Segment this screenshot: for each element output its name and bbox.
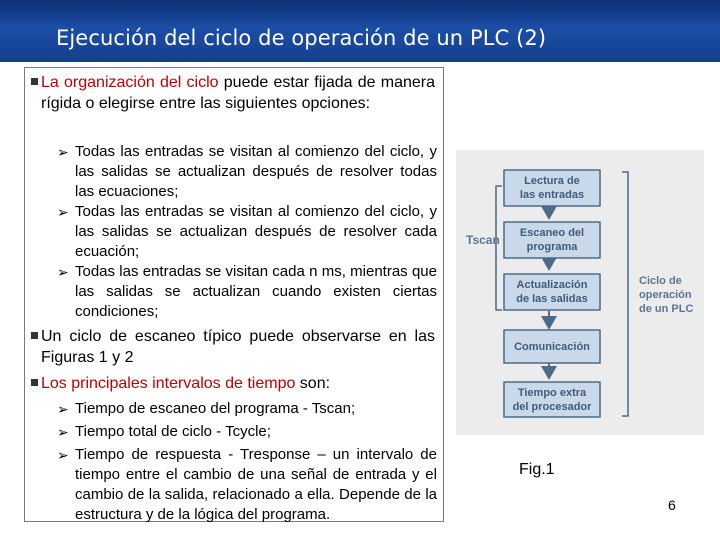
- bullet-text: puede estar fijada de manera rígida o elegirse entre las siguientes opciones:: [41, 74, 435, 112]
- box-text: Escaneo del: [519, 227, 585, 239]
- cycle-label-line: de un PLC: [639, 303, 694, 315]
- sub-bullet-1: [57, 142, 437, 202]
- page-number: 6: [668, 497, 676, 513]
- tscan-label: Tscan: [466, 233, 500, 247]
- box-text: Actualización: [516, 279, 588, 291]
- sub-bullet-tscan: [57, 399, 437, 419]
- arrow-bullet-icon: ➢: [57, 144, 69, 160]
- bullet-intervalos: [31, 373, 435, 394]
- highlight-text: La organización del ciclo: [41, 74, 219, 91]
- bullet-text: Un ciclo de escaneo típico puede observarse en las Figuras 1 y 2: [41, 328, 435, 366]
- square-bullet-icon: [31, 78, 38, 85]
- highlight-text: Los principales intervalos de tiempo: [41, 375, 296, 392]
- slide-title: Ejecución del ciclo de operación de un PLC (2): [56, 26, 547, 50]
- cycle-label-line: operación: [639, 289, 692, 301]
- cycle-bracket: [622, 172, 628, 416]
- square-bullet-icon: [31, 332, 38, 339]
- box-text: Comunicación: [514, 341, 590, 353]
- plc-cycle-diagram: [456, 150, 704, 435]
- arrow-bullet-icon: ➢: [57, 401, 69, 417]
- arrow-bullet-icon: ➢: [57, 424, 69, 440]
- sub-bullet-2: [57, 202, 437, 262]
- sub-bullet-text: Tiempo de respuesta - Tresponse – un intervalo de tiempo entre el cambio de una señal de entrada y el cambio de la salida, relacionado a ella. Depende de la estructura y de la lógica del programa.: [75, 446, 437, 523]
- sub-bullet-text: Tiempo total de ciclo - Tcycle;: [75, 423, 271, 440]
- bullet-ciclo-escaneo: [31, 326, 435, 368]
- sub-bullet-text: Todas las entradas se visitan al comienzo del ciclo, y las salidas se actualizan después de resolver todas las ecuaciones;: [75, 143, 437, 200]
- tscan-bracket: [496, 186, 502, 310]
- box-text: de las salidas: [516, 293, 588, 305]
- box-text: del procesador: [512, 401, 592, 413]
- plc-cycle-figure: [456, 150, 704, 435]
- box-text: programa: [526, 241, 578, 253]
- box-text: las entradas: [519, 189, 585, 201]
- box-text: Lectura de: [524, 175, 580, 187]
- arrow-bullet-icon: ➢: [57, 447, 69, 463]
- sub-bullet-3: [57, 262, 437, 322]
- arrow-bullet-icon: ➢: [57, 204, 69, 220]
- sub-bullet-text: Todas las entradas se visitan al comienzo del ciclo, y las salidas se actualizan después de resolver cada ecuación;: [75, 203, 437, 260]
- cycle-label-line: Ciclo de: [639, 275, 682, 287]
- slide-header: [0, 0, 720, 62]
- sub-bullet-tcycle: [57, 422, 437, 442]
- bullet-text: son:: [295, 375, 331, 392]
- sub-bullet-text: Todas las entradas se visitan cada n ms, mientras que las salidas se actualizan cuando existen ciertas condiciones;: [75, 263, 437, 320]
- sub-bullet-tresponse: [57, 445, 437, 525]
- arrow-bullet-icon: ➢: [57, 264, 69, 280]
- bullet-organizacion: [31, 72, 435, 114]
- square-bullet-icon: [31, 379, 38, 386]
- content-box: [24, 67, 444, 522]
- figure-caption: Fig.1: [519, 461, 555, 478]
- sub-bullet-text: Tiempo de escaneo del programa - Tscan;: [75, 400, 356, 417]
- box-text: Tiempo extra: [517, 387, 587, 399]
